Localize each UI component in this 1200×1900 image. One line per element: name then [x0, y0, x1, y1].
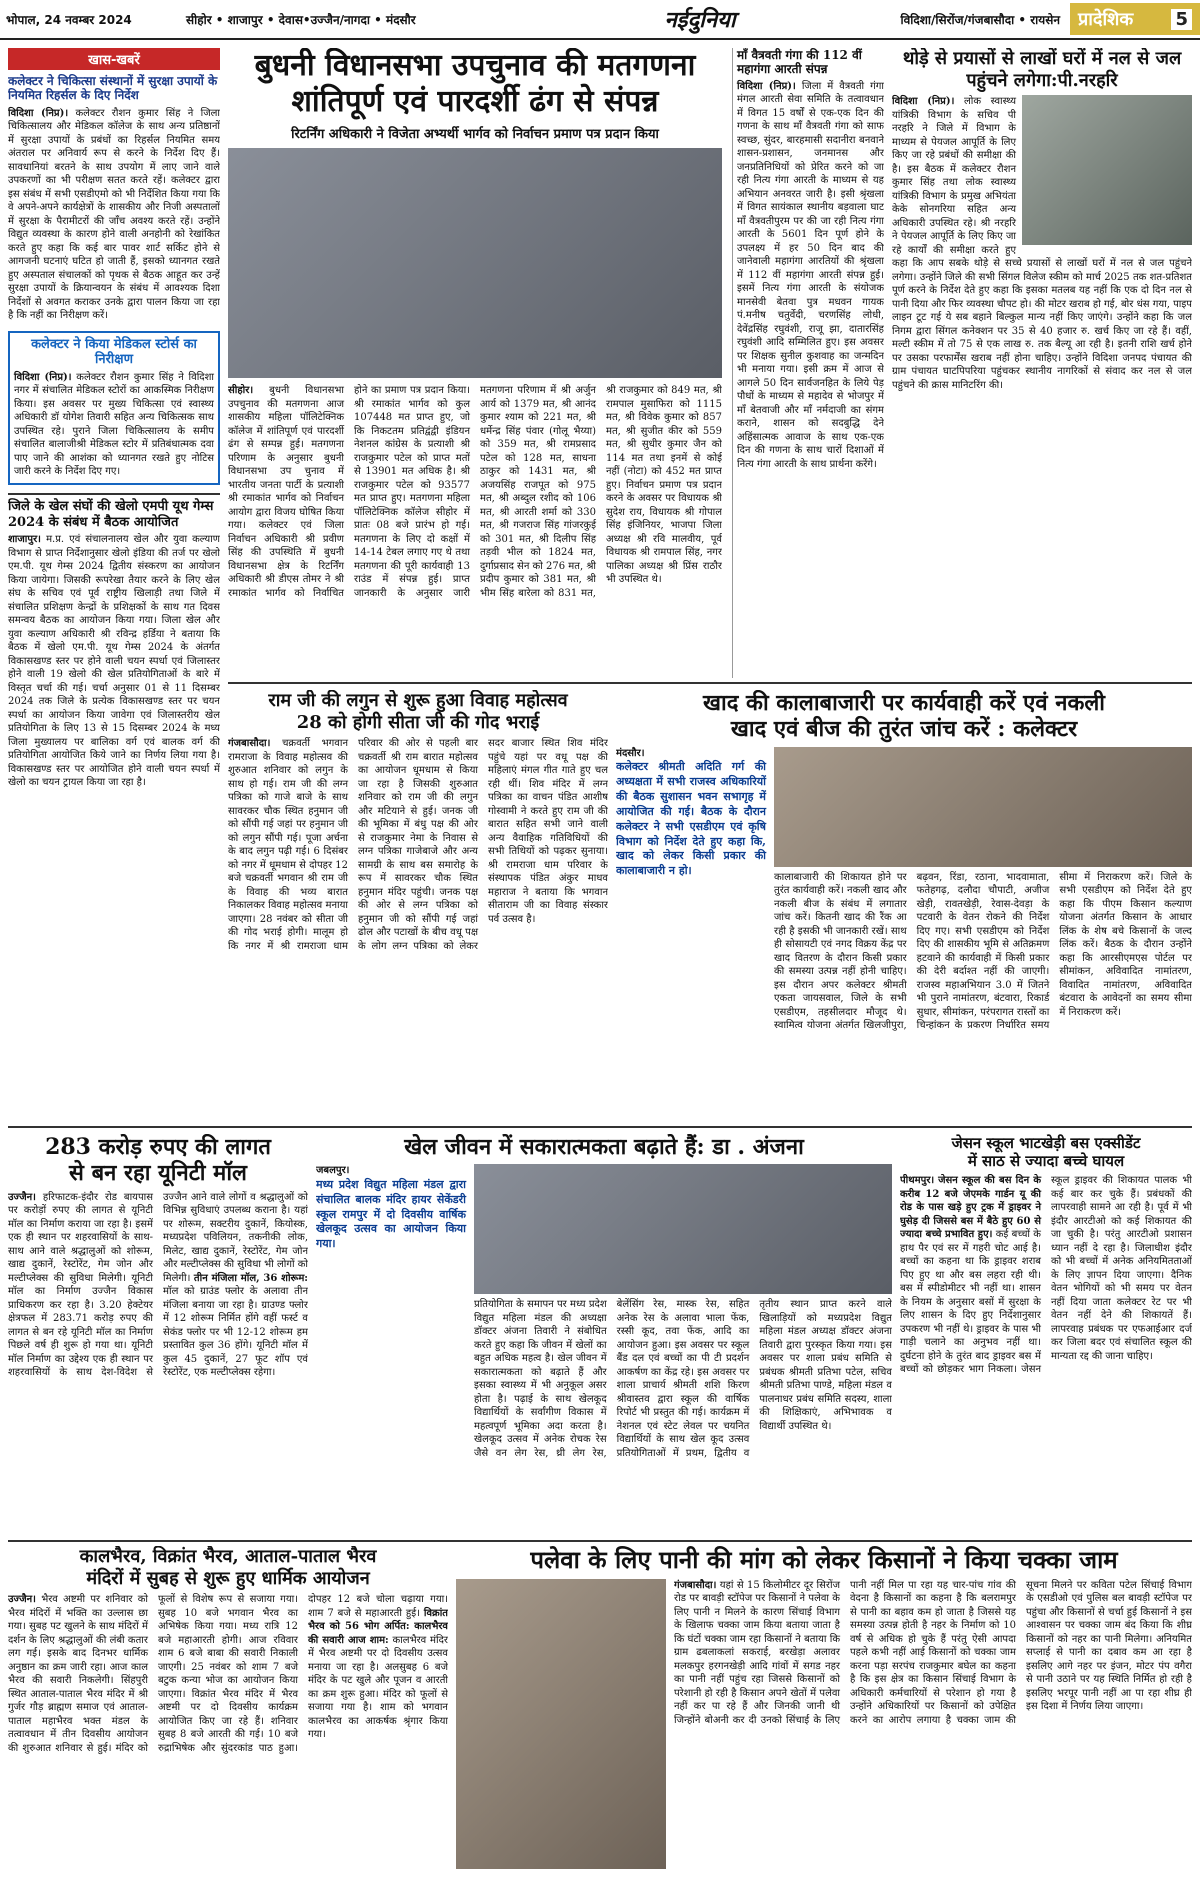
vivah-body: [228, 737, 608, 1097]
lead-subtitle: रिटर्निंग अधिकारी ने विजेता अभ्यर्थी भार्गव को निर्वाचन प्रमाण पत्र प्रदान किया: [291, 127, 659, 142]
ganga-headline: माँ वैत्रवती गंगा की 112 वीं महागंगा आरती संपन्न: [737, 48, 862, 77]
article-text: जिला में वैत्रवती गंगा मंगल आरती सेवा समिति के तत्वावधान में विगत 15 वर्षों से एक-एक दिन की गणना के साथ माँ वैत्रवती गंगा को साफ स्वच्छ, सुंदर, बारहमासी सदानीरा बनवाने शासन-प्रशासन, जनमानस और जनप्रतिनिधियों को प्रेरित करने को जा रही नित्य गंगा आरती के माध्यम से यह अभियान अनवरत जारी है। इसी श्रृंखला में विगत सायंकाल स्थानीय बड़वाला घाट माँ वैत्रवतीपुरम पर की जा रही नित्य गंगा आरती के 5601 दिन पूर्ण होने के उपलक्ष्य में हर 50 दिन बाद की जानेवाली महागंगा आरतियों की श्रृंखला में 112 वीं महागंगा आरती संपन्न हुई। इसमें नित्य गंगा आरती के संयोजक मानसेवी बेतवा पुत्र मधवन गायक पं.मनीष चतुर्वेदी, चरणसिंह लोधी, देवेंद्रसिंह रघुवंशी, राजू झा, दातारसिंह रघुवंशी आदि सम्मिलित हुए। इस अवसर पर शिक्षक सुनील कुशवाह का जन्मदिन भी मनाया गया। इसी क्रम में आज से आगले 50 दिन सार्वजनहित के लिये पेड़ पौधों के माध्यम से महादेव से भोजपुर में माँ बेतवाजी और माँ नर्मदाजी का संगम कराने, शासन को सदबुद्धि देने अहिंसात्मक आवाज के साथ एक-एक दिन की गणना के साथ चारों दिशाओं में नित्य गंगा आरती के साथ प्रार्थना करेंगे।: [737, 80, 884, 470]
article-title-medical: कलेक्टर ने किया मेडिकल स्टोर्स का निरीक्षण: [31, 336, 197, 368]
nal-headline: थोड़े से प्रयासों से लाखों घरों में नल से जल पहुंचने लगेगा:पी.नरहरि: [902, 48, 1182, 91]
unity-body: [8, 1191, 308, 1511]
khad-lead: कलेक्टर श्रीमती अदिति गर्ग की अध्यक्षता में सभी राजस्व अधिकारियों की बैठक सुशासन भवन सभागृह में आयोजित की गई। बैठक के दौरान कलेक्टर ने सभी एसडीएम एवं कृषि विभाग को निर्देश देते हुए कहा कि, खाद को लेकर किसी प्रकार की कालाबाजारी न हो।: [616, 760, 766, 878]
article-body-medical: [14, 371, 214, 479]
paleva-body: [674, 1579, 1192, 1869]
ganga-body: [737, 80, 884, 472]
section-label: [1070, 3, 1200, 35]
bhairav-story: [8, 1546, 448, 1896]
khel-columns: [316, 1164, 892, 1508]
nal-jal-story: [892, 48, 1192, 678]
khel-right: [474, 1164, 892, 1508]
dateline: विदिशा (निप्र)।: [737, 80, 796, 92]
article-text: म.प्र. एवं संचालनालय खेल और युवा कल्याण विभाग से प्राप्त निर्देशानुसार खेलो इंडिया की तर्ज पर खेलो एम.पी. यूथ गेम्स 2024 द्वितीय संस्करण का आयोजन किया जायेगा। जिसकी रूपरेखा तैयार करने के लिए खेल संघ के सचिव एवं पूर्व राष्ट्रीय खिलाड़ी तथा जिले में संचालित प्रशिक्षण केन्द्रों के प्रशिक्षकों के साथ गत दिवस समन्वय बैठक का आयोजन किया गया। जिला खेल और युवा कल्याण अधिकारी श्री रविन्द्र हर्डिया ने बताया कि बैठक में खेलो एम.पी. यूथ गेम्स 2024 के अंतर्गत विकासखण्ड स्तर पर होने वाली चयन स्पर्धा एवं जिलास्तर होने वाली 19 खेलो की खेल प्रतियोगिताओं के बारे में विस्तृत चर्चा की गई। चर्चा अनुसार 01 से 11 दिसम्बर 2024 तक जिले के प्रत्येक विकासखण्ड स्तर पर चयन स्पर्धा का आयोजन किया जावेगा एवं जिलास्तरीय खेल प्रतियोगिता के लिए 13 से 15 दिसम्बर 2024 के मध्य जिला मुख्यालय पर बालिका वर्ग एवं बालक वर्ग की प्रतियोगिता आयोजित किये जाने का निर्णय लिया गया है। विकासखण्ड स्तर पर आयोजित होने वाली चयन स्पर्धा में खेलो का चयन ट्रायल किया जा रहा है।: [8, 534, 220, 789]
left-column: [8, 48, 220, 1148]
article-text: कलेक्टर रौशन कुमार सिंह ने जिला चिकित्सालय और मेडिकल कॉलेज के साथ अन्य प्रतिष्ठानों में सुरक्षा उपायों के प्रबंधों का रिहर्सल नियमित समय अंतराल पर अनिवार्य रूप से करने के निर्देश दिए हैं। सावधानियां बरतने के साथ उपयोग में लाए जाने वाले उपकरणों का भी परीक्षण सतत करते रहें। कलेक्टर द्वारा इस संबंध में सभी एसडीएमो को भी निर्देशित किया गया कि वे अपने-अपने कार्यक्षेत्रों के शासकीय और निजी अस्पतालों में सुरक्षा के पैरामीटरों की जाँच अवश्य करते रहें। उन्होंने विद्युत व्यवस्था के कारण होने वाली अनहोनी को रेखांकित करते हुए कहा कि कई बार पावर शार्ट सर्किट होने से आगजनी घटनाएं घटित हो जाती हैं, इसको ध्यानगत रखते हुए अस्पताल संचालकों को पृथक से बैठक आहूत कर उन्हें सुरक्षा उपायों के क्रियान्वयन के संबंध में आवश्यक दिशा निर्देशों से अवगत कराकर उनके द्वारा पालन किया जा रहा है कि नहीं का निरीक्षण करें।: [8, 107, 220, 322]
article-text: कई बच्चों के हाथ पैर एवं सर में गहरी चोट आई है। बच्चों का कहना था कि ड्राइवर शराब पिए हुए था और बस लहरा रही थी। बस में स्पीडोमीटर भी नहीं था। शासन के नियम के अनुसार बसों में सुरक्षा के लिए शासन के दिए हुए निर्देशानुसार उपकरण भी नहीं थे। ड्राइवर के पास भी गाड़ी चलाने का अनुभव नहीं था। दुर्घटना होने के तुरंत बाद ड्राइवर बस में बच्चों को छोड़कर भाग निकला। जेसन स्कूल ड्राइवर की शिकायत पालक भी कई बार कर चुके हैं। प्रबंधकों की लापरवाही सामने आ रही है। पूर्व में भी इंदौर आरटीओ को कई शिकायत की जा चुकी है। परंतु आरटीओ प्रशासन ध्यान नहीं दे रहा है। जिलाधीश इंदौर को भी बच्चों में अनेक अनियमितताओं के लिए ज्ञापन दिया जाएगा। दैनिक वेतन भोगियों को भी समय पर वेतन नहीं दिया जाता कलेक्टर रेट पर भी वेतन नहीं देने की शिकायतें हैं। लापरवाह प्रबंधक पर एफआईआर दर्ज कर जिला बदर एवं संचालित स्कूल की मान्यता रद्द की जाना चाहिए।: [900, 1175, 1192, 1375]
article-text: चक्रवर्ती भगवान रामराजा के विवाह महोत्सव की शुरुआत शनिवार को लगुन के साथ हो गई। राम जी की लग्न पत्रिका को गाजे बाजे के साथ सावरकर चौक स्थित हनुमान जी को सौंपी गई जहां पर हनुमान जी को लगुन सौंपी गई। पूजा अर्चना के बाद लगुन पढ़ी गई। 6 दिसंबर को नगर में धूमधाम से दोपहर 12 बजे चक्रवर्ती भगवान श्री राम जी के विवाह की भव्य बारात निकालकर विवाह महोत्सव मनाया जाएगा। 28 नवंबर को सीता जी की गोद भराई होगी। मालूम हो कि नगर में श्री रामराजा धाम परिवार की ओर से पहली बार चक्रवर्ती श्री राम बारात महोत्सव का आयोजन धूमधाम से किया जा रहा है जिसकी शुरुआत शनिवार को राम जी की लगुन और मटियाने से हुई। जनक जी की भूमिका में बंधु पक्ष की ओर से राजकुमार नेमा के निवास से लग्न पत्रिका गाजेबाजे और अन्य सामग्री के साथ बस समारोह के रूप में सावरकर चौक स्थित हनुमान मंदिर पहुंची। जनक पक्ष की ओर से लग्न पत्रिका को हनुमान जी को सौंपी गई जहां ढोल और पटाखों के बीच वधू पक्ष के लोग लग्न पत्रिका को लेकर सदर बाजार स्थित शिव मंदिर पहुंचे यहां पर वधू पक्ष की महिलाएं मंगल गीत गाते हुए चल रही थीं। शिव मंदिर में लग्न पत्रिका का वाचन पंडित आशीष गोस्वामी ने करते हुए राम जी की बारात सहित सभी जाने वाली अन्य वैवाहिक गतिविधियों की सभी तिथियों को पढ़कर सुनाया। श्री रामराजा धाम परिवार के संस्थापक पंडित अंकुर माधव महाराज ने बताया कि भगवान सीताराम जी का विवाह संस्कार पर्व उत्सव है।: [228, 738, 608, 952]
khad-left: [616, 747, 766, 1091]
khel-body: प्रतियोगिता के समापन पर मध्य प्रदेश विद्युत महिला मंडल की अध्यक्षा डॉक्टर अंजना तिवारी ने संबोधित करते हुए कहा कि जीवन में खेलों का बहुत अधिक महत्व है। खेल जीवन में सकारात्मकता को बढ़ाते हैं और इसका स्वास्थ्य में भी अनुकूल असर होता है। पढ़ाई के साथ खेलकूद विद्यार्थियों के सर्वांगीण विकास में महत्वपूर्ण भूमिका अदा करता है। खेलकूद उत्सव में अनेक रोचक रेस जैसे वन लेग रेस, थ्री लेग रेस, बेलेंसिंग रेस, मास्क रेस, सहित अनेक रेस के अलावा भाला फेंक, रस्सी कूद, तवा फेंक, आदि का आयोजन हुआ। इस अवसर पर स्कूल बैंड दल एवं बच्चों का पी टी प्रदर्शन आकर्षण का केंद्र रहे। इस अवसर पर शाला प्राचार्य श्रीमती शशि किरण श्रीवास्तव द्वारा स्कूल की वार्षिक रिपोर्ट भी प्रस्तुत की गई। कार्यक्रम में नेशनल एवं स्टेट लेवल पर चयनित विद्यार्थियों के साथ खेल कूद उत्सव प्रतियोगिताओं में प्रथम, द्वितीय व तृतीय स्थान प्राप्त करने वाले खिलाड़ियों को मध्यप्रदेश विद्युत महिला मंडल अध्यक्ष डॉक्टर अंजना तिवारी द्वारा पुरस्कृत किया गया। इस अवसर पर शाला प्रबंध समिति से प्रबंधक श्रीमती प्रतिभा पटेल, सचिव श्रीमती प्रतिभा पाण्डे, महिला मंडल व पालनाधर प्रबंध समिति सदस्य, शाला की शिक्षिकाएं, अभिभावक व विद्यार्थी उपस्थित थे।: [474, 1299, 892, 1459]
dateline: जबलपुर।: [316, 1165, 350, 1177]
dateline: सीहोर।: [228, 385, 254, 396]
subhead: कालभैरव की सवारी आज शाम:: [308, 1621, 448, 1646]
vivah-headline-2: 28 को होगी सीता जी की गोद भराई: [296, 711, 540, 733]
edition-cities-left: सीहोर • शाजापुर • देवास•उज्जैन/नागदा • मंदसौर: [186, 12, 416, 27]
unity-headline-1: 283 करोड़ रुपए की लागत: [45, 1134, 271, 1160]
dateline: विदिशा (निप्र)।: [892, 96, 955, 108]
unity-mall-story: [8, 1134, 308, 1534]
khel-photo: [474, 1164, 892, 1294]
vivah-story: [228, 690, 608, 1120]
issue-date: भोपाल, 24 नवम्बर 2024: [6, 12, 132, 27]
dateline: पीथमपुर।: [900, 1175, 935, 1186]
paleva-story: [456, 1546, 1192, 1896]
article-text: मॉल को ग्राउंड फ्लोर के अलावा तीन मंजिला बनाया जा रहा है। ग्राउण्ड फ्लोर में 12 शोरूम निर्मित होंगे वहीं फर्स्ट व सेकंड फ्लोर पर भी 12-12 शोरूम हम प्रस्तावित कुल 36 होंगे। यूनिटी मॉल में कुल 45 दुकानें, 27 फूट शॉप एवं रेस्टोरेंट, एक मल्टीप्लेक्स रहेगा।: [163, 1286, 308, 1379]
article-title-safety: कलेक्टर ने चिकित्सा संस्थानों में सुरक्षा उपायों के नियमित रिहर्सल के दिए निर्देश: [8, 74, 218, 103]
article-text: लोक स्वास्थ्य यांत्रिकी विभाग के सचिव पी नरहरि ने जिले में विभाग के माध्यम से पेयजल आपूर्ति के लिए किए जा रहे प्रबंधों की समीक्षा की है। इस बैठक में कलेक्टर रौशन कुमार सिंह तथा लोक स्वास्थ्य यांत्रिकी विभाग के प्रमुख अभियंता केके सोनगरिया सहित अन्य अधिकारी उपस्थित रहे। श्री नरहरि ने पेयजल आपूर्ति के लिए किए जा रहे कार्यों की समीक्षा करते हुए कहा कि आप सबके थोड़े से सच्चे प्रयासों से लाखों घरों में नल से जल पहुंचने लगेगा। उन्होंने जिले की सभी सिंगल विलेज स्कीम को मार्च 2025 तक शत-प्रतिशत पूर्ण करने के निर्देश देते हुए कहा कि इसका मतलब यह नहीं कि एक दो दिन नल से पानी दिया और फिर व्यवस्था चौपट हो। की मोटर खराब हो गई, बोर धंस गया, पाइप लाइन टूट गई ये सब बहाने बिल्कुल मान्य नहीं किए जाएंगे। उन्होंने कहा कि जल निगम द्वारा सिंगल कनेक्शन पर 35 से 40 हजार रु. खर्च किए जा रहे हैं। वहीं, मल्टी स्कीम में तो 75 से एक लाख रु. तक बैल्यू आ रही है। इतनी राशि खर्च होने पर उसका परफार्मेंस खराब नहीं होना चाहिए। उन्होंने विदिशा जनपद पंचायत की ग्राम पंचायत घाटपिपरिया पहुंचकर स्थानीय नागरिकों से संवाद कर नल से जल पहुंचने की क्रास मानिटरिंग की।: [892, 96, 1192, 391]
dateline: गंजबासौदा।: [228, 738, 271, 750]
masthead: [0, 0, 1200, 40]
khel-headline: खेल जीवन में सकारात्मकता बढ़ाते हैं: डा . अंजना: [404, 1134, 804, 1160]
bhairav-body: [8, 1593, 448, 1878]
article-text: कालभैरव मंदिर में भैरव अष्टमी पर दो दिवसीय उत्सव मनाया जा रहा है। अलसुबह 6 बजे मंदिर के पट खुले और पूजन व आरती का क्रम शुरू हुआ। मंदिर को फूलों से सजाया गया है। शाम को भगवान कालभैरव का आकर्षक श्रृंगार किया गया।: [308, 1634, 448, 1741]
khad-headline-2: खाद एवं बीज की तुरंत जांच करें : कलेक्टर: [730, 716, 1078, 743]
paleva-headline: पलेवा के लिए पानी की मांग को लेकर किसानों ने किया चक्का जाम: [530, 1546, 1118, 1574]
article-body-safety: [8, 107, 220, 323]
article-text: यहां से 15 किलोमीटर दूर सिरोंज रोड पर बावड़ी स्टॉपेज पर किसानों ने पलेवा के लिए पानी न मिलने के कारण सिंचाई विभाग के खिलाफ चक्का जाम किया बताया जाता है कि घंटों चक्का जाम रहा किसानों ने बताया कि ग्राम ढबलाकलां सकराई, बरखेड़ा अलावर मलकपुर हरगनखेड़ी आदि गांवों में सगड नहर का पानी नहीं पहुंच रहा जिससे किसानों को परेशानी हो रही है किसान अपने खेतों में पलेवा नहीं कर पा रहे हैं और जिनकी जानी थी जिन्होंने बोअनी कर दी उनको सिंचाई के लिए पानी नहीं मिल पा रहा यह चार-पांच गांव की वेदना है किसानों का कहना है कि बलरामपुर से पानी का बहाव कम हो जाता है जिससे यह समस्या उत्पन्न होती है नहर के निर्माण को 10 वर्ष से अधिक हो चुके हैं परंतु ऐसी आपदा पहले कभी नहीं आई किसानों को चक्का जाम करना पड़ा सरपंच राजकुमार बघेल का कहना है कि इस क्षेत्र का किसान सिंचाई विभाग के अधिकारी कर्मचारियों से परेशान हो गया है उन्होंने अधिकारियों पर किसानों को उपेक्षित करने का आरोप लगाया है चक्का जाम की सूचना मिलने पर कविता पटेल सिंचाई विभाग के एसडीओ एवं पुलिस बल बावड़ी स्टॉपेज पर पहुंचा और किसानों से चर्चा हुई किसानों ने इस आश्वासन पर चक्का जाम बंद किया कि शीघ्र किसानों को नहर का पानी मिलेगा। अनियमित सप्लाई से पानी का दबाव कम आ रहा है इसलिए आगे नहर पर इंजन, मोटर पंप वगैरा से पानी उठाने पर यह स्थिति निर्मित हो रही है इसलिए भरपूर पानी नहीं आ पा रहा शीघ्र ही इस दिशा में निर्णय लिया जाएगा।: [674, 1579, 1192, 1726]
khad-right: [774, 747, 1192, 1091]
section-name: प्रादेशिक: [1078, 9, 1134, 30]
dateline: उज्जैन।: [8, 1594, 36, 1606]
edition-cities-right: विदिशा/सिरोंज/गंजबासौदा • रायसेन: [900, 12, 1060, 27]
article-lead: जेसन स्कूल की बस दिन के करीब 12 बजे जेएमके गार्डन यू की रोड के पास खड़े हुए ट्रक में ड्राइवर ने घुसेड़ दी जिससे बस में बैठे हुए 60 से ज्यादा बच्चे प्रभावित हुए।: [900, 1175, 1041, 1240]
khel-left: [316, 1164, 466, 1508]
section-divider: [8, 1126, 1192, 1128]
medical-store-box: [8, 331, 220, 485]
khel-lead: मध्य प्रदेश विद्युत महिला मंडल द्वारा संचालित बालक मंदिर हायर सेकेंडरी स्कूल रामपुर में दो दिवसीय वार्षिक खेलकूद उत्सव का आयोजन किया गया।: [316, 1177, 466, 1251]
bus-body: [900, 1174, 1192, 1514]
article-body-games: [8, 533, 220, 790]
dateline: उज्जैन।: [8, 1191, 36, 1203]
article-text: भैरव अष्टमी पर शनिवार को भैरव मंदिरों में भक्ति का उल्लास छा गया। सुबह पट खुलने के साथ मंदिरों में दर्शन के लिए श्रद्धालुओं की लंबी कतार लग गई। इसके बाद दिनभर धार्मिक अनुष्ठान का क्रम जारी रहा। आज काल भैरव की सवारी निकलेगी। सिंहपुरी स्थित आताल-पाताल भैरव मंदिर में श्री गुर्जर गौड़ ब्राह्मण समाज एवं आताल-पाताल महाभैरव भक्त मंडल के तत्वावधान में तीन दिवसीय आयोजन की शुरुआत शनिवार से हुई। मंदिर को फूलों से विशेष रूप से सजाया गया। सुबह 10 बजे भगवान भैरव का अभिषेक किया गया। मध्य रात्रि 12 बजे महाआरती होगी। आज रविवार शाम 6 बजे बाबा की सवारी निकाली जाएगी। 25 नवंबर को शाम 7 बजे बटुक कन्या भोज का आयोजन किया जाएगा। विक्रांत भैरव मंदिर में भैरव अष्टमी पर दो दिवसीय कार्यक्रम आयोजित किए जा रहे हैं। शनिवार सुबह 8 बजे आरती की गई। 10 बजे रुद्राभिषेक और सुंदरकांड पाठ हुआ। दोपहर 12 बजे चोला चढ़ाया गया। शाम 7 बजे से महाआरती हुई।: [8, 1594, 448, 1754]
section-divider: [8, 1540, 1192, 1542]
dateline: गंजबासौदा।: [674, 1579, 717, 1591]
nal-photo: [1022, 95, 1192, 245]
khad-columns: [616, 747, 1192, 1091]
newspaper-logo: नईदुनिया: [664, 8, 736, 33]
lead-photo: [228, 148, 722, 378]
lead-headline-1: बुधनी विधानसभा उपचुनाव की मतगणना: [254, 48, 696, 83]
khad-photo: [774, 747, 1192, 867]
khad-headline-1: खाद की कालाबाजारी पर कार्यवाही करें एवं नकली: [703, 690, 1105, 716]
paleva-photo: [456, 1579, 666, 1869]
section-divider: [228, 682, 1192, 684]
khel-story: [316, 1134, 892, 1534]
dateline: विदिशा (निप्र)।: [8, 107, 69, 119]
lead-story: [228, 48, 722, 678]
page-number: 5: [1171, 9, 1192, 30]
khad-body: कालाबाजारी की शिकायत होने पर तुरंत कार्यवाही करें। नकली खाद और नकली बीज के संबंध में लगातार जांच करें। कितनी खाद की रैंक आ रही है इसकी भी जानकारी रखें। साथ ही सोसायटी एवं नगद विक्रय केंद्र पर खाद वितरण के दौरान किसी प्रकार की समस्या उत्पन्न नहीं होनी चाहिए। इस दौरान अपर कलेक्टर श्रीमती एकता जायसवाल, जिले के सभी एसडीएम, तहसीलदार मौजूद थे। स्वामित्व योजना अंतर्गत खिलजीपुरा, बढ़वन, रिंडा, रठाना, भादवामाता, फतेहगढ़, दलौदा चौपाटी, अजीज खेड़ी, रावतखेड़ी, रेवास-देवड़ा के पटवारी के वेतन रोकने की निर्देश दिए गए। सभी एसडीएम को निर्देश दिए की शासकीय भूमि से अतिक्रमण हटवाने की कार्यवाही में किसी प्रकार की देरी बर्दाश्त नहीं की जाएगी। राजस्व महाअभियान 3.0 में जितने भी पुराने नामांतरण, बंटवारा, रिकार्ड सुधार, सीमांकन, परंपरागत रास्तों का चिन्हांकन के प्रकरण निर्धारित समय सीमा में निराकरण करें। जिले के सभी एसडीएम को निर्देश देते हुए कहा कि पीएम किसान कल्याण योजना अंतर्गत किसान के आधार लिंक के शेष बचे किसानों के जल्द लिंक करें। बैठक के दौरान उन्होंने कहा कि आरसीएमएस पोर्टल पर सीमांकन, अविवादित नामांतरण, विवादित नामांतरण, अविवादित बंटवारा के आवेदनों का समय सीमा में निराकरण करें।: [774, 871, 1192, 1032]
ganga-aarti-story: [732, 48, 884, 678]
bus-headline-1: जेसन स्कूल भाटखेड़ी बस एक्सीडेंट: [951, 1134, 1141, 1152]
dateline: शाजापुर।: [8, 534, 41, 546]
article-text: हरिफाटक-इंदौर रोड बायपास पर करोड़ों रुपए की लागत से यूनिटी मॉल का निर्माण कराया जा रहा है। इसमें एक ही स्थान पर शहरवासियों के साथ-साथ आने वाले श्रद्धालुओं को शोरूम, खाद्य दुकानें, रेस्टोरेंट, गेम जोन और मल्टीप्लेक्स की सुविधा मिलेगी। यूनिटी मॉल का निर्माण उज्जैन विकास प्राधिकरण कर रहा है। 3.20 हेक्टेयर क्षेत्रफल में 283.71 करोड़ रुपए की लागत से बन रहे यूनिटी मॉल का निर्माण पिछले वर्ष ही शुरू हो गया था। यूनिटी मॉल निर्माण का उद्देश्य एक ही स्थान पर शहरवासियों के साथ देश-विदेश से उज्जैन आने वाले लोगों व श्रद्धालुओं को विभिन्न सुविधाएं उपलब्ध कराना है। यहां पर शोरूम, सक्टरीय दुकानें, कियोस्क, मध्यप्रदेश पविलियन, तकनीकी लोक, मिलेट, खाद्य दुकानें, रेस्टोरेंट, गेम जोन और मल्टीप्लेक्स की सुविधा भी लोगों को मिलेगी।: [8, 1191, 308, 1379]
article-text: कलेक्टर रौशन कुमार सिंह ने विदिशा नगर में संचालित मेडिकल स्टोरों का आकस्मिक निरीक्षण किया। इस अवसर पर मुख्य चिकित्सा एवं स्वास्थ्य अधिकारी डॉ योगेश तिवारी सहित अन्य चिकित्सक साथ उपस्थित रहे। पुराने जिला चिकित्सालय के समीप संचालित बालाजीश्री मेडिकल स्टोर में प्रतिबंधात्मक दवा पाए जाने की आशंका को ध्यानगत रखते हुए नोटिस जारी करने के निर्देश दिए गए।: [14, 371, 214, 478]
vivah-headline-1: राम जी की लगुन से शुरू हुआ विवाह महोत्सव: [268, 690, 568, 711]
article-text: बुधनी विधानसभा उपचुनाव की मतगणना आज शासकीय महिला पॉलिटेक्निक कॉलेज में शांतिपूर्ण एवं पारदर्शी ढंग से सम्पन्न हुई। मतगणना परिणाम के अनुसार बुधनी विधानसभा उप चुनाव में भारतीय जनता पार्टी के प्रत्याशी श्री रमाकांत भार्गव को निर्वाचन आयोग द्वारा विजय घोषित किया गया। कलेक्टर एवं जिला निर्वाचन अधिकारी श्री प्रवीण सिंह की उपस्थिति में बुधनी विधानसभा क्षेत्र के रिटर्निंग अधिकारी श्री डीएस तोमर ने श्री रमाकांत भार्गव को निर्वाचित होने का प्रमाण पत्र प्रदान किया। श्री रमाकांत भार्गव को कुल 107448 मत प्राप्त हुए, जो कि निकटतम प्रतिद्वंद्वी इंडियन नेशनल कांग्रेस के प्रत्याशी श्री राजकुमार पटेल को प्राप्त मतों से 13901 मत अधिक है। श्री राजकुमार पटेल को 93577 मत प्राप्त हुए। मतगणना महिला पॉलिटेक्निक कॉलेज सीहोर में प्रातः 08 बजे प्रारंभ हो गई। मतगणना के लिए दो कक्षों में 14-14 टेबल लगाए गए थे तथा मतगणना की पूरी कार्यवाही 13 राउंड में संपन्न हुई। प्राप्त जानकारी के अनुसार जारी मतगणना परिणाम में श्री अर्जुन आर्य को 1379 मत, श्री आनंद कुमार श्याम को 221 मत, श्री धर्मेन्द्र सिंह पंवार (गोलू भैय्या) को 359 मत, श्री रामप्रसाद पटेल को 128 मत, साधना ठाकुर को 1431 मत, श्री अजयसिंह राजपूत को 975 मत, श्री अब्दुल रशीद को 106 मत, श्री आरती शर्मा को 330 मत, श्री गजराज सिंह गांजरकुई को 301 मत, श्री दिलीप सिंह तड़वी भील को 1824 मत, दुर्गाप्रसाद सेन को 276 मत, श्री प्रदीप कुमार को 381 मत, श्री भीम सिंह बारेला को 831 मत, श्री राजकुमार को 849 मत, श्री रामपाल मुसाफिरा को 1115 मत, श्री विवेक कुमार को 857 मत, श्री सुजीत कीर को 559 मत, श्री सुधीर कुमार जैन को 114 मत तथा इनमें से कोई नहीं (नोटा) को 452 मत प्राप्त हुए। निर्वाचन प्रमाण पत्र प्रदान करने के अवसर पर विधायक श्री सुदेश राय, विधायक श्री गोपाल सिंह इंजिनियर, भाजपा जिला अध्यक्ष श्री रवि मालवीय, पूर्व विधायक श्री रामपाल सिंह, नगर पालिका अध्यक्ष श्री प्रिंस राठौर भी उपस्थित थे।: [228, 385, 722, 599]
bhairav-headline-1: कालभैरव, विक्रांत भैरव, आताल-पाताल भैरव: [79, 1546, 377, 1567]
khas-khabren-label: खास-खबरें: [8, 48, 220, 70]
paleva-columns: [456, 1579, 1192, 1869]
subhead: विक्रांत भैरव को 56 भोग अर्पित:: [308, 1607, 448, 1633]
lead-headline-2: शांतिपूर्ण एवं पारदर्शी ढंग से संपन्न: [291, 84, 659, 119]
article-title-games: जिले के खेल संघों की खेलो एमपी यूथ गेम्स 2024 के संबंध में बैठक आयोजित: [8, 493, 220, 530]
lead-body: [228, 384, 722, 678]
subhead: तीन मंजिला मॉल, 36 शोरूम:: [193, 1272, 308, 1284]
dateline: मंदसौर।: [616, 747, 645, 759]
dateline: विदिशा (निप्र)।: [14, 371, 72, 383]
khad-story: [616, 690, 1192, 1120]
bus-headline-2: में साठ से ज्यादा बच्चे घायल: [967, 1152, 1125, 1170]
bus-story: [900, 1134, 1192, 1534]
unity-headline-2: से बन रहा यूनिटी मॉल: [69, 1160, 247, 1187]
bhairav-headline-2: मंदिरों में सुबह से शुरू हुए धार्मिक आयोजन: [86, 1567, 370, 1589]
